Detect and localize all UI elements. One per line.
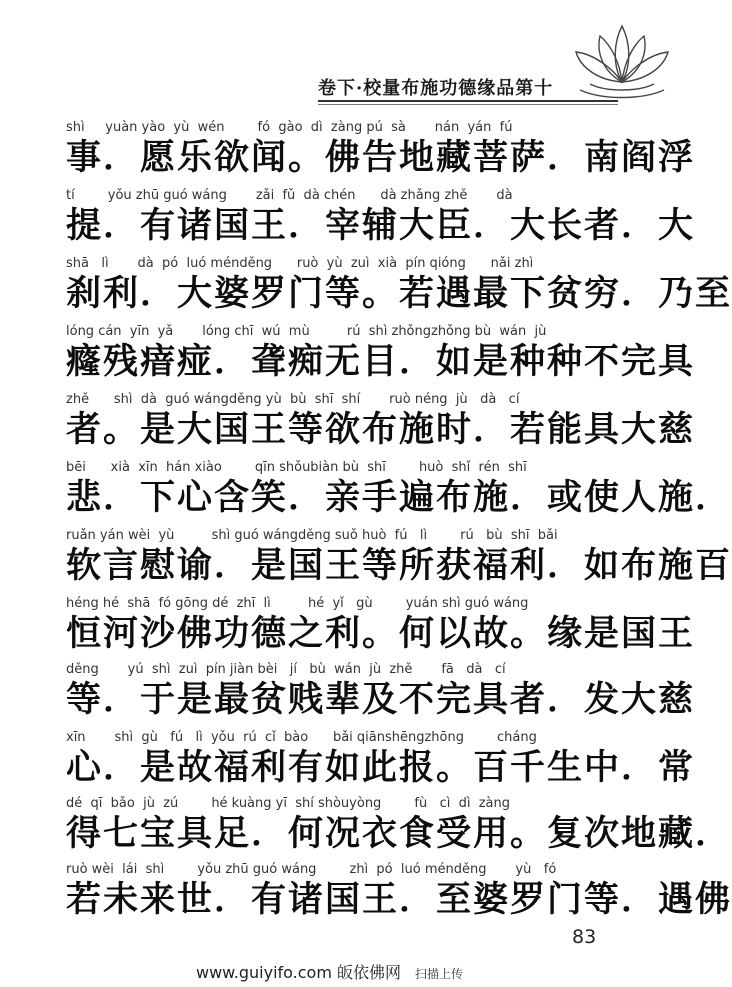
text-line: [66, 392, 696, 456]
chinese-text: 得七宝具足．何况衣食受用。复次地藏．: [66, 814, 732, 854]
chinese-text: 若未来世．有诸国王．至婆罗门等．遇佛: [66, 880, 732, 920]
pinyin-annotation: xīn shì gù fú lì yǒu rú cǐ bào bǎi qiānshēngzhōng cháng: [66, 730, 537, 745]
pinyin-annotation: lóng cán yīn yǎ lóng chī wú mù rú shì zhǒngzhǒng bù wán jù: [66, 324, 547, 339]
text-line: [66, 528, 732, 592]
text-line: [66, 188, 696, 252]
pinyin-annotation: ruò wèi lái shì yǒu zhū guó wáng zhì pó luó ménděng yù fó: [66, 862, 557, 877]
footer-site-link[interactable]: www.guiyifo.com 皈依佛网: [196, 963, 402, 982]
chinese-text: 心．是故福利有如此报。百千生中．常: [66, 748, 696, 788]
pinyin-annotation: bēi xià xīn hán xiào qīn shǒubiàn bù shī huò shǐ rén shī: [66, 460, 527, 475]
pinyin-annotation: shì yuàn yào yù wén fó gào dì zàng pú sà nán yán fú: [66, 120, 513, 135]
pinyin-annotation: dé qī bǎo jù zú hé kuàng yī shí shòuyòng fù cì dì zàng: [66, 796, 511, 811]
pinyin-annotation: ruǎn yán wèi yù shì guó wángděng suǒ huò fú lì rú bù shī bǎi: [66, 528, 558, 543]
pinyin-annotation: tí yǒu zhū guó wáng zǎi fǔ dà chén dà zhǎng zhě dà: [66, 188, 513, 203]
chinese-text: 者。是大国王等欲布施时．若能具大慈: [66, 410, 696, 450]
text-line: [66, 460, 732, 524]
pinyin-annotation: zhě shì dà guó wángděng yù bù shī shí ruò néng jù dà cí: [66, 392, 520, 407]
chinese-text: 癃残瘖痖．聋痴无目．如是种种不完具: [66, 342, 696, 382]
page-title: 卷下·校量布施功德缘品第十: [318, 78, 554, 99]
text-line: [66, 120, 696, 184]
pinyin-annotation: děng yú shì zuì pín jiàn bèi jí bù wán jù zhě fā dà cí: [66, 662, 506, 677]
text-line: [66, 796, 732, 860]
footer: [196, 960, 556, 984]
page-number: 83: [572, 926, 597, 948]
footer-tag: 扫描上传: [415, 967, 464, 981]
chinese-text: 事．愿乐欲闻。佛告地藏菩萨．南阎浮: [66, 138, 696, 178]
text-line: [66, 256, 732, 320]
chinese-text: 刹利．大婆罗门等。若遇最下贫穷．乃至: [66, 274, 732, 314]
text-line: [66, 324, 696, 388]
chinese-text: 等．于是最贫贱辈及不完具者．发大慈: [66, 680, 696, 720]
chinese-text: 恒河沙佛功德之利。何以故。缘是国王: [66, 614, 696, 654]
chinese-text: 提．有诸国王．宰辅大臣．大长者．大: [66, 206, 696, 246]
text-line: [66, 730, 696, 794]
pinyin-annotation: shā lì dà pó luó ménděng ruò yù zuì xià pín qióng nǎi zhì: [66, 256, 534, 271]
text-line: [66, 596, 696, 660]
chinese-text: 软言慰谕．是国王等所获福利．如布施百: [66, 546, 732, 586]
text-line: [66, 662, 696, 726]
text-line: [66, 862, 732, 926]
pinyin-annotation: héng hé shā fó gōng dé zhī lì hé yǐ gù yuán shì guó wáng: [66, 596, 529, 611]
chinese-text: 悲．下心含笑．亲手遍布施．或使人施．: [66, 478, 732, 518]
